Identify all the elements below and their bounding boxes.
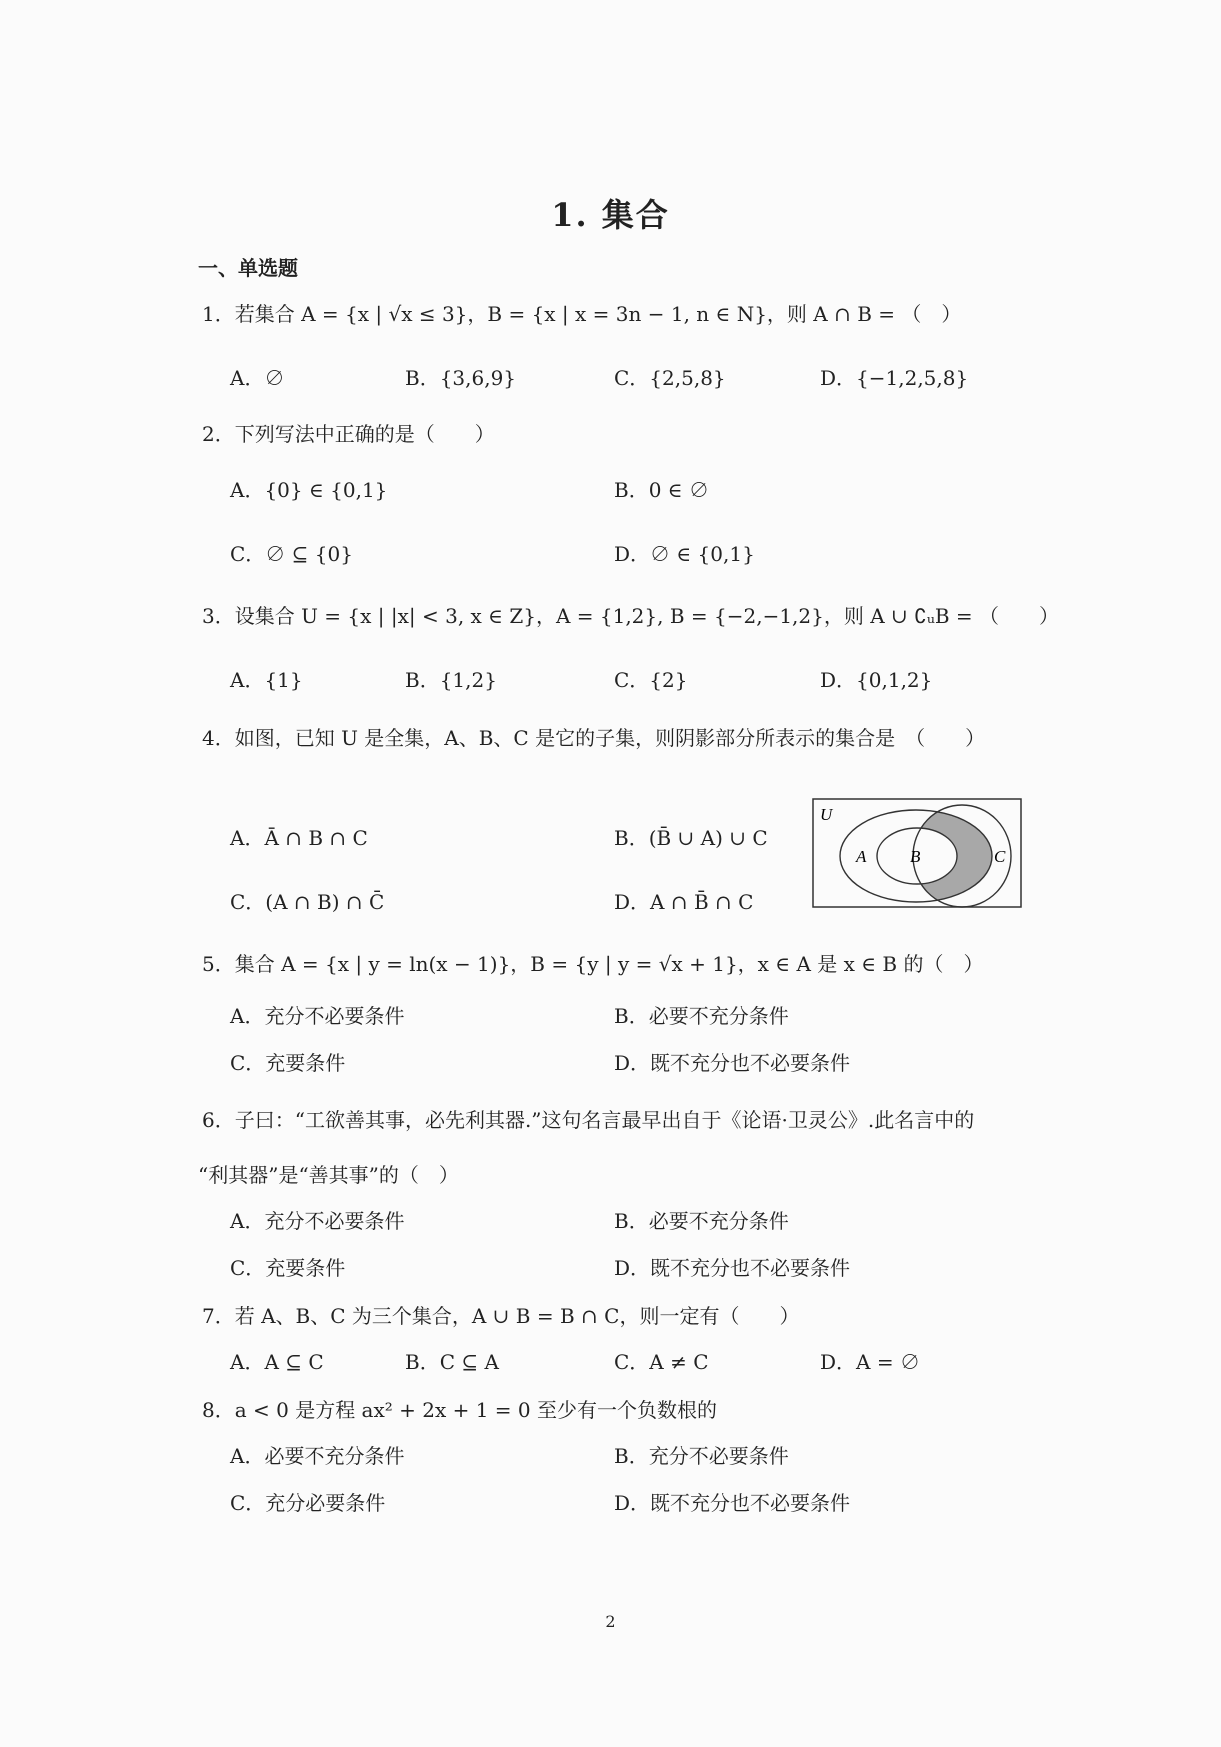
question-3-option-c: C．{2} [614,668,688,692]
question-1-option-c: C．{2,5,8} [614,366,726,390]
question-7-option-d: D．A = ∅ [820,1350,920,1374]
question-8-option-d: D．既不充分也不必要条件 [614,1491,851,1515]
question-5-option-d: D．既不充分也不必要条件 [614,1051,851,1075]
question-1-stem: 1．若集合 A = {x | √x ≤ 3}，B = {x | x = 3n − 1, n ∈ N}，则 A ∩ B = （ ） [202,302,962,326]
question-8-option-a: A．必要不充分条件 [230,1444,405,1468]
venn-label-u: U [820,805,833,824]
question-8-option-c: C．充分必要条件 [230,1491,386,1515]
question-4-option-a: A．Ā ∩ B ∩ C [230,826,368,850]
question-1-option-d: D．{−1,2,5,8} [820,366,969,390]
question-7-option-b: B．C ⊆ A [405,1350,499,1374]
question-5-stem: 5．集合 A = {x | y = ln(x − 1)}，B = {y | y = √x + 1}，x ∈ A 是 x ∈ B 的（ ） [202,952,984,976]
question-6-stem: 6．子曰：“工欲善其事，必先利其器.”这句名言最早出自于《论语·卫灵公》.此名言中的 [202,1108,975,1132]
question-6-stem-continued: “利其器”是“善其事”的（ ） [198,1163,459,1187]
question-4-option-b: B．(B̄ ∪ A) ∪ C [614,826,768,850]
venn-label-b: B [910,847,921,866]
question-2-option-c: C．∅ ⊆ {0} [230,542,353,566]
venn-diagram [812,798,1022,908]
question-8-option-b: B．充分不必要条件 [614,1444,789,1468]
question-2-stem: 2．下列写法中正确的是（ ） [202,422,495,446]
question-7-option-c: C．A ≠ C [614,1350,709,1374]
question-2-option-b: B．0 ∈ ∅ [614,478,709,502]
question-3-option-d: D．{0,1,2} [820,668,933,692]
section-heading: 一、单选题 [198,256,298,280]
question-3-option-a: A．{1} [230,668,303,692]
question-8-stem: 8．a < 0 是方程 ax² + 2x + 1 = 0 至少有一个负数根的 [202,1398,718,1422]
question-4-stem: 4．如图，已知 U 是全集，A、B、C 是它的子集，则阴影部分所表示的集合是 （ ） [202,726,986,750]
question-5-option-b: B．必要不充分条件 [614,1004,789,1028]
question-7-option-a: A．A ⊆ C [230,1350,324,1374]
question-4-option-d: D．A ∩ B̄ ∩ C [614,890,754,914]
question-5-option-c: C．充要条件 [230,1051,346,1075]
question-3-stem: 3．设集合 U = {x | |x| < 3, x ∈ Z}，A = {1,2}, B = {−2,−1,2}，则 A ∪ ∁ᵤB = （ ） [202,604,1060,628]
question-1-option-b: B．{3,6,9} [405,366,517,390]
venn-label-c: C [994,847,1006,866]
question-1-option-a: A．∅ [230,366,285,390]
question-6-option-a: A．充分不必要条件 [230,1209,405,1233]
question-6-option-d: D．既不充分也不必要条件 [614,1256,851,1280]
question-5-option-a: A．充分不必要条件 [230,1004,405,1028]
question-6-option-b: B．必要不充分条件 [614,1209,789,1233]
question-3-option-b: B．{1,2} [405,668,497,692]
question-4-option-c: C．(A ∩ B) ∩ C̄ [230,890,385,914]
page-number: 2 [605,1612,616,1631]
question-2-option-a: A．{0} ∈ {0,1} [230,478,388,502]
question-7-stem: 7．若 A、B、C 为三个集合，A ∪ B = B ∩ C，则一定有（ ） [202,1304,800,1328]
page-title: 1. 集合 [551,196,670,234]
question-2-option-d: D．∅ ∈ {0,1} [614,542,755,566]
venn-label-a: A [856,847,867,866]
question-6-option-c: C．充要条件 [230,1256,346,1280]
